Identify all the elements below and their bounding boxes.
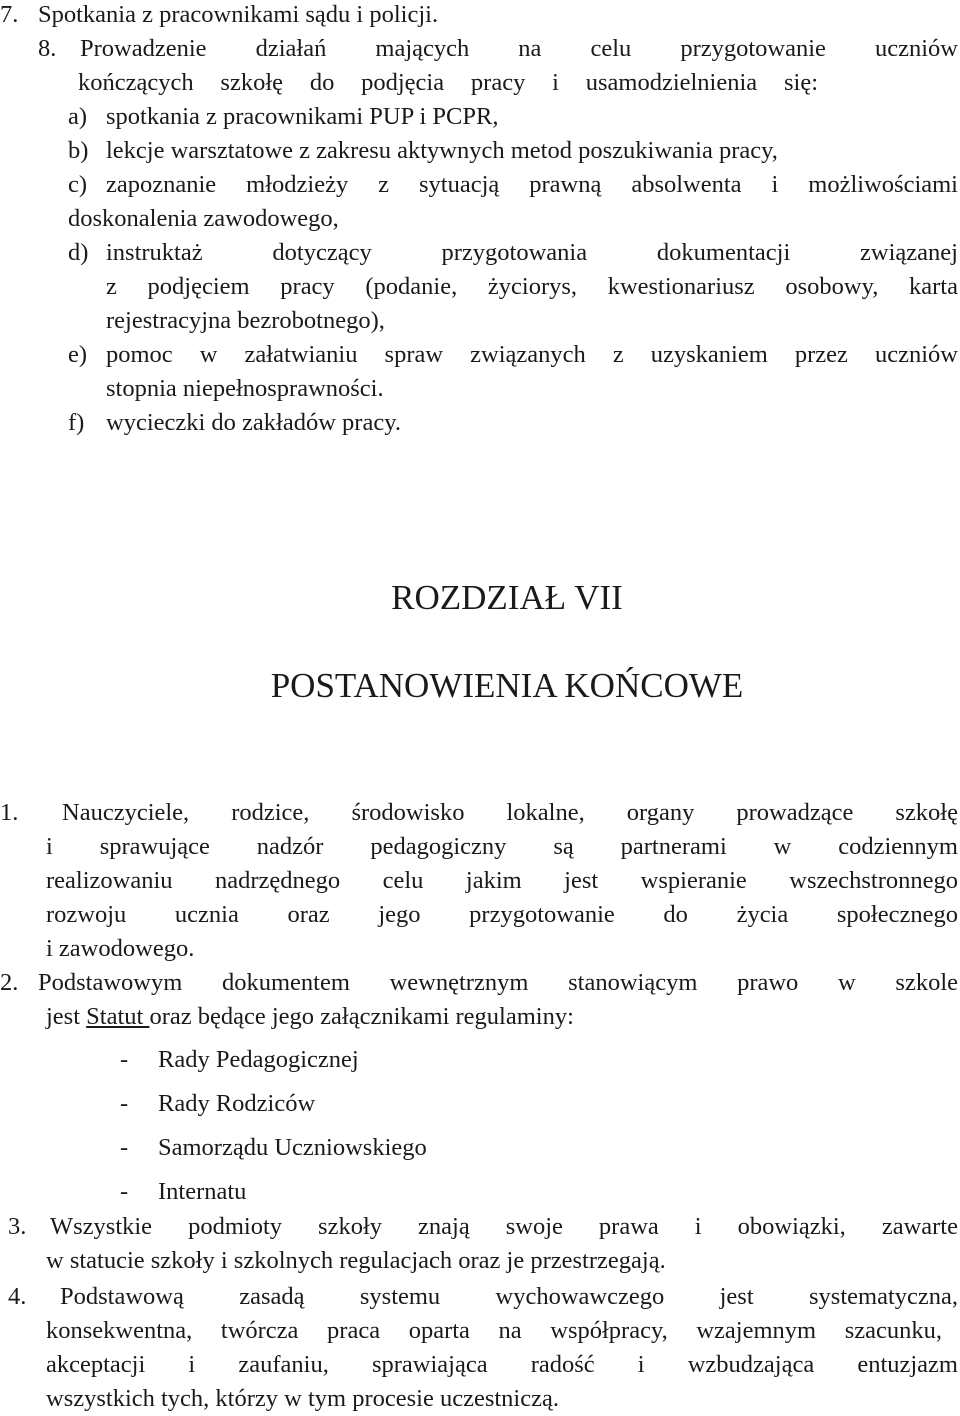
paragraph-4-line-4: wszystkich tych, którzy w tym procesie uczestniczą. bbox=[46, 1385, 559, 1412]
paragraph-4-line-2: konsekwentna, twórcza praca oparta na współpracy, wzajemnym szacunku, bbox=[46, 1317, 942, 1344]
subitem-d-line-2: z podjęciem pracy (podanie, życiorys, kwestionariusz osobowy, karta bbox=[106, 273, 958, 300]
paragraph-number-3: 3. bbox=[8, 1213, 27, 1240]
subitem-d-line-3: rejestracyjna bezrobotnego), bbox=[106, 307, 385, 334]
subitem-label-c: c) bbox=[68, 171, 88, 198]
dash-bullet: - bbox=[120, 1178, 129, 1205]
paragraph-3-line-2: w statucie szkoły i szkolnych regulacjach oraz je przestrzegają. bbox=[46, 1247, 666, 1274]
paragraph-4-line-1: Podstawową zasadą systemu wychowawczego jest systematyczna, bbox=[60, 1283, 958, 1310]
chapter-title: ROZDZIAŁ VII bbox=[391, 578, 623, 617]
regulation-item bbox=[120, 1043, 359, 1077]
subitem-d-line-1: instruktaż dotyczący przygotowania dokumentacji związanej bbox=[106, 239, 958, 266]
item-8-line-1: Prowadzenie działań mających na celu przygotowanie uczniów bbox=[80, 35, 958, 62]
regulation-name: Samorządu Uczniowskiego bbox=[158, 1134, 427, 1161]
paragraph-number-4: 4. bbox=[8, 1283, 27, 1310]
paragraph-4-line-3: akceptacji i zaufaniu, sprawiająca radość i wzbudzająca entuzjazm bbox=[46, 1351, 958, 1378]
dash-bullet: - bbox=[120, 1090, 129, 1117]
paragraph-1-line-1: Nauczyciele, rodzice, środowisko lokalne, organy prowadzące szkołę bbox=[62, 799, 958, 826]
paragraph-number-1: 1. bbox=[0, 799, 19, 826]
regulation-item bbox=[120, 1087, 315, 1121]
paragraph-2-line-2 bbox=[46, 1000, 574, 1034]
subitem-e-line-2: stopnia niepełnosprawności. bbox=[106, 375, 384, 402]
subitem-label-b: b) bbox=[68, 137, 89, 164]
statut-link[interactable]: Statut bbox=[86, 1003, 150, 1030]
item-text: Spotkania z pracownikami sądu i policji. bbox=[38, 1, 439, 28]
chapter-subtitle: POSTANOWIENIA KOŃCOWE bbox=[270, 666, 744, 705]
dash-bullet: - bbox=[120, 1134, 129, 1161]
regulation-item bbox=[120, 1131, 427, 1165]
text-fragment: oraz będące jego załącznikami regulaminy: bbox=[149, 1003, 574, 1030]
paragraph-2-line-1: Podstawowym dokumentem wewnętrznym stanowiącym prawo w szkole bbox=[38, 969, 958, 996]
paragraph-number-2: 2. bbox=[0, 969, 19, 996]
item-number: 7. bbox=[0, 1, 19, 28]
paragraph-3-line-1: Wszystkie podmioty szkoły znają swoje prawa i obowiązki, zawarte bbox=[50, 1213, 958, 1240]
subitem-c-line-1: zapoznanie młodzieży z sytuacją prawną absolwenta i możliwościami bbox=[106, 171, 958, 198]
item-8-line-2: kończących szkołę do podjęcia pracy i usamodzielnienia się: bbox=[78, 69, 818, 96]
paragraph-1-line-3: realizowaniu nadrzędnego celu jakim jest wspieranie wszechstronnego bbox=[46, 867, 958, 894]
list-item-7 bbox=[0, 0, 438, 32]
paragraph-1-line-5: i zawodowego. bbox=[46, 935, 195, 962]
paragraph-1-line-4: rozwoju ucznia oraz jego przygotowanie do życia społecznego bbox=[46, 901, 958, 928]
text-fragment: jest bbox=[46, 1003, 87, 1030]
subitem-label-a: a) bbox=[68, 103, 88, 130]
subitem-e-line-1: pomoc w załatwianiu spraw związanych z uzyskaniem przez uczniów bbox=[106, 341, 958, 368]
paragraph-1-line-2: i sprawujące nadzór pedagogiczny są partnerami w codziennym bbox=[46, 833, 958, 860]
dash-bullet: - bbox=[120, 1046, 129, 1073]
subitem-label-f: f) bbox=[68, 409, 85, 436]
regulation-name: Internatu bbox=[158, 1178, 247, 1205]
regulation-name: Rady Pedagogicznej bbox=[158, 1046, 359, 1073]
regulation-item bbox=[120, 1175, 246, 1209]
subitem-b-line-1: lekcje warsztatowe z zakresu aktywnych metod poszukiwania pracy, bbox=[106, 137, 778, 164]
subitem-label-e: e) bbox=[68, 341, 88, 368]
subitem-a-line-1: spotkania z pracownikami PUP i PCPR, bbox=[106, 103, 499, 130]
regulation-name: Rady Rodziców bbox=[158, 1090, 316, 1117]
subitem-label-d: d) bbox=[68, 239, 89, 266]
item-number-8: 8. bbox=[38, 35, 57, 62]
subitem-f-line-1: wycieczki do zakładów pracy. bbox=[106, 409, 401, 436]
subitem-c-line-2: doskonalenia zawodowego, bbox=[68, 205, 339, 232]
